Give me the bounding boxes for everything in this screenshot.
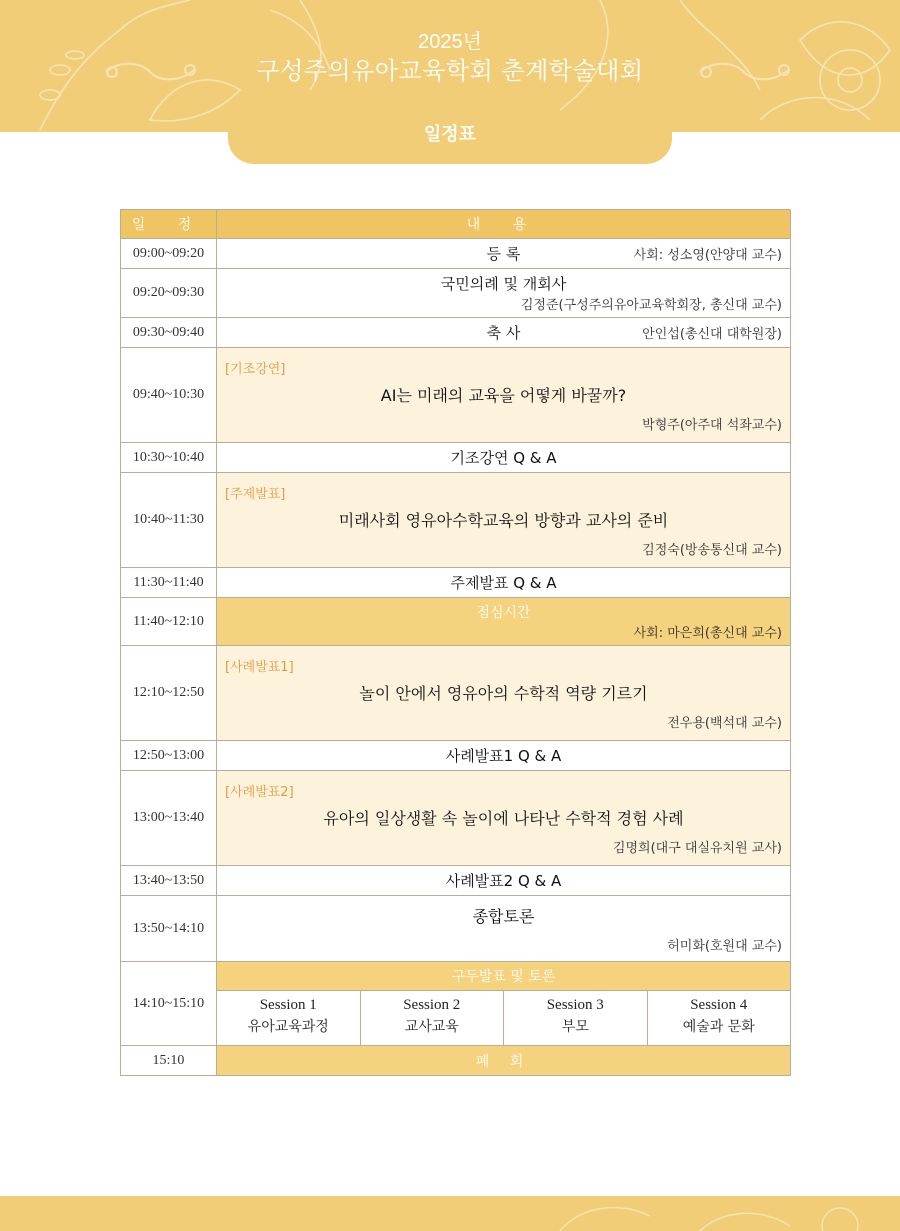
- event-title: 구성주의유아교육학회 춘계학술대회: [256, 57, 644, 85]
- row-speaker: 사회: 마은희(총신대 교수): [633, 626, 782, 641]
- row-time: 11:40~12:10: [121, 598, 217, 646]
- floral-decoration-footer: [0, 1196, 900, 1231]
- row-time: 09:00~09:20: [121, 239, 217, 269]
- row-title: 미래사회 영유아수학교육의 방향과 교사의 준비: [338, 510, 669, 530]
- row-speaker: 김정숙(방송통신대 교수): [642, 542, 782, 558]
- row-content: [217, 962, 791, 1046]
- title-block: [0, 30, 900, 86]
- row-content: [217, 598, 791, 646]
- row-title: 기조강연 Q & A: [450, 449, 557, 467]
- header-content: 내 용: [217, 210, 791, 239]
- row-tag: [사례발표1]: [225, 659, 294, 675]
- row-title: 놀이 안에서 영유아의 수학적 역량 기르기: [359, 683, 648, 703]
- row-speaker: 김정준(구성주의유아교육학회장, 총신대 교수): [520, 298, 782, 313]
- row-note: 안인섭(총신대 대학원장): [642, 327, 782, 342]
- row-title: 사례발표1 Q & A: [445, 747, 562, 765]
- row-time: 09:30~09:40: [121, 318, 217, 348]
- row-time: 09:20~09:30: [121, 269, 217, 318]
- table-row: [121, 1046, 791, 1076]
- row-title: AI는 미래의 교육을 어떻게 바꿀까?: [380, 385, 627, 405]
- row-time: 12:50~13:00: [121, 741, 217, 771]
- table-row: [121, 598, 791, 646]
- row-time: 13:00~13:40: [121, 771, 217, 866]
- row-title: 축 사: [486, 324, 521, 342]
- table-row: [121, 771, 791, 866]
- row-content: [217, 318, 791, 348]
- row-time: 11:30~11:40: [121, 568, 217, 598]
- row-speaker: 허미화(호원대 교수): [667, 938, 782, 954]
- row-note: 사회: 성소영(안양대 교수): [633, 248, 782, 263]
- header-banner: [0, 0, 900, 132]
- row-time: 10:30~10:40: [121, 443, 217, 473]
- row-time: 15:10: [121, 1046, 217, 1076]
- row-time: 09:40~10:30: [121, 348, 217, 443]
- row-content: [217, 866, 791, 896]
- table-row: [121, 568, 791, 598]
- session-name: Session 2: [403, 997, 461, 1013]
- row-content: [217, 741, 791, 771]
- row-title: 종합토론: [472, 906, 535, 926]
- session-topic: 예술과 문화: [682, 1019, 755, 1035]
- row-time: 13:50~14:10: [121, 896, 217, 962]
- row-title: 점심시간: [476, 605, 531, 621]
- row-time: 13:40~13:50: [121, 866, 217, 896]
- row-content: [217, 771, 791, 866]
- row-title: 등 록: [486, 245, 521, 263]
- row-tag: [사례발표2]: [225, 784, 294, 800]
- row-content: [217, 473, 791, 568]
- table-row: [121, 741, 791, 771]
- table-row: [121, 962, 791, 1046]
- row-content: [217, 239, 791, 269]
- row-title: 유아의 일상생활 속 놀이에 나타난 수학적 경험 사례: [323, 808, 684, 828]
- session-topic: 유아교육과정: [247, 1019, 329, 1035]
- table-header-row: [121, 210, 791, 239]
- row-speaker: 전우용(백석대 교수): [667, 715, 782, 731]
- table-row: [121, 318, 791, 348]
- row-tag: [주제발표]: [225, 486, 286, 502]
- schedule-table: [120, 209, 791, 1076]
- row-content: [217, 896, 791, 962]
- row-time: 14:10~15:10: [121, 962, 217, 1046]
- row-speaker: 박형주(아주대 석좌교수): [642, 417, 782, 433]
- row-title: 폐 회: [475, 1053, 532, 1070]
- header-time: 일 정: [121, 210, 217, 239]
- row-title: 주제발표 Q & A: [450, 574, 557, 592]
- row-content: [217, 443, 791, 473]
- session-name: Session 4: [690, 997, 748, 1013]
- row-speaker: 김명희(대구 대실유치원 교사): [612, 840, 782, 856]
- row-title: 국민의례 및 개회사: [440, 275, 567, 293]
- row-content: [217, 1046, 791, 1076]
- session-item: [217, 991, 360, 1045]
- session-name: Session 1: [259, 997, 317, 1013]
- table-row: [121, 348, 791, 443]
- schedule-heading: 일정표: [423, 124, 477, 145]
- row-time: 10:40~11:30: [121, 473, 217, 568]
- session-list: [217, 991, 790, 1045]
- row-tag: [기조강연]: [225, 361, 286, 377]
- row-title: 사례발표2 Q & A: [445, 872, 562, 890]
- session-item: [360, 991, 504, 1045]
- table-row: [121, 443, 791, 473]
- row-content: [217, 568, 791, 598]
- session-topic: 교사교육: [404, 1019, 459, 1035]
- table-row: [121, 646, 791, 741]
- table-row: [121, 269, 791, 318]
- table-row: [121, 896, 791, 962]
- row-title: 구두발표 및 토론: [451, 969, 556, 985]
- row-content: [217, 646, 791, 741]
- session-topic: 부모: [561, 1019, 589, 1035]
- session-item: [647, 991, 791, 1045]
- table-row: [121, 239, 791, 269]
- session-item: [503, 991, 647, 1045]
- event-year: 2025년: [418, 31, 482, 53]
- row-content: [217, 348, 791, 443]
- table-row: [121, 473, 791, 568]
- row-time: 12:10~12:50: [121, 646, 217, 741]
- table-row: [121, 866, 791, 896]
- row-content: [217, 269, 791, 318]
- footer-band: [0, 1196, 900, 1231]
- session-name: Session 3: [546, 997, 604, 1013]
